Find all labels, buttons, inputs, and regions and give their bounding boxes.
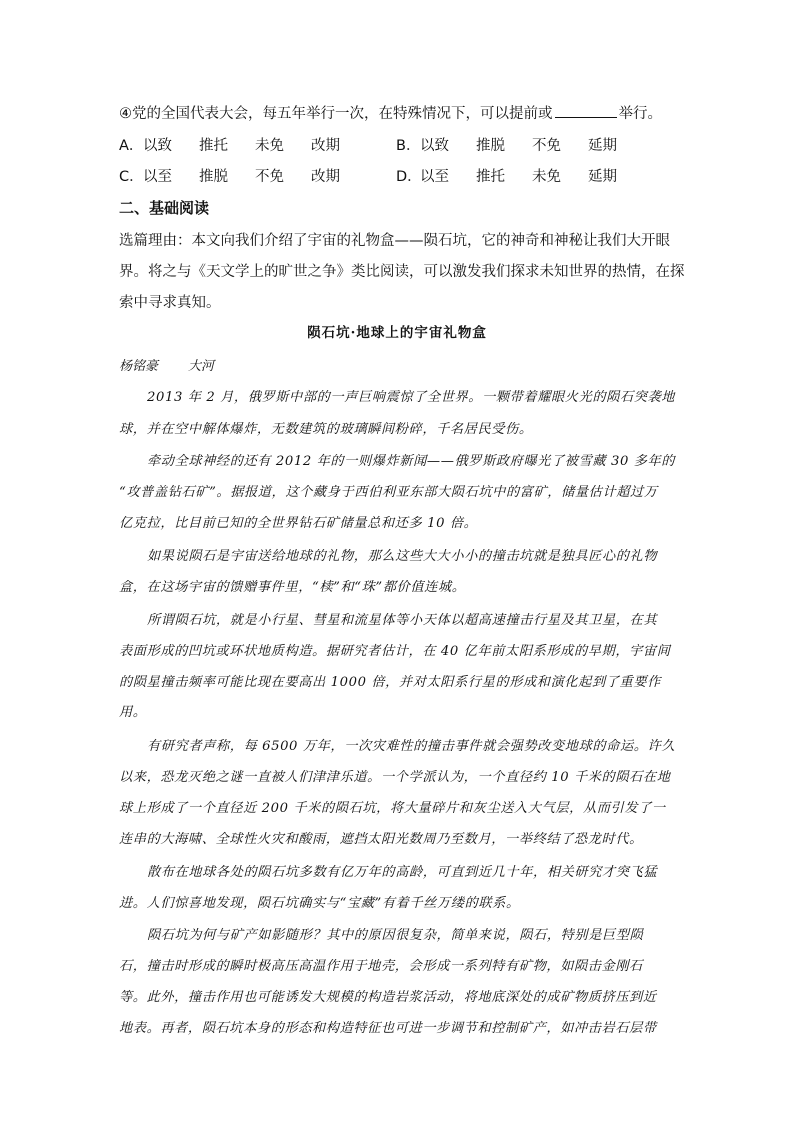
option-word: 推托: [476, 169, 505, 185]
option-word: 以至: [143, 169, 172, 185]
option-word: 改期: [311, 169, 340, 185]
article-line: 盒，在这场宇宙的馈赠事件里，“椟”和“珠”都价值连城。: [119, 580, 466, 595]
option-a: [119, 134, 367, 155]
option-word: 推脱: [199, 169, 228, 185]
article-line: 散布在地球各处的陨石坑多数有亿万年的高龄，可直到近几十年，相关研究才突飞猛: [147, 865, 658, 880]
intro-line: 界。将之与《天文学上的旷世之争》类比阅读，可以激发我们探求未知世界的热情，在探: [119, 264, 685, 280]
option-word: 推托: [199, 138, 228, 154]
article-line: 牵动全球神经的还有 2012 年的一则爆炸新闻——俄罗斯政府曝光了被雪藏 30 多年的: [147, 454, 676, 469]
article-line: 2013 年 2 月，俄罗斯中部的一声巨响震惊了全世界。一颗带着耀眼火光的陨石突袭地: [147, 390, 676, 405]
option-letter: A．: [119, 138, 144, 154]
article-line: “攻普盖钻石矿”。据报道，这个藏身于西伯利亚东部大陨石坑中的富矿，储量估计超过万: [119, 485, 658, 500]
option-word: 延期: [588, 169, 617, 185]
article-line: 等。此外，撞击作用也可能诱发大规模的构造岩浆活动，将地底深处的成矿物质挤压到近: [119, 990, 657, 1005]
option-word: 未免: [532, 169, 561, 185]
answer-blank: [555, 103, 617, 118]
article-title: 陨石坑·地球上的宇宙礼物盒: [307, 325, 487, 341]
article-line: 用。: [119, 705, 147, 720]
intro-line: 选篇理由：本文向我们介绍了宇宙的礼物盒——陨石坑，它的神奇和神秘让我们大开眼: [119, 233, 670, 249]
option-letter: C．: [119, 169, 144, 185]
option-d: [396, 165, 644, 186]
option-word: 未免: [255, 138, 284, 154]
section-heading: 二、基础阅读: [119, 199, 210, 217]
question-item-4-text: ④党的全国代表大会，每五年举行一次，在特殊情况下，可以提前或: [119, 106, 553, 122]
article-line: 石，撞击时形成的瞬时极高压高温作用于地壳，会形成一系列特有矿物，如陨击金刚石: [119, 959, 643, 974]
article-byline: [119, 355, 244, 374]
article-line: 地表。再者，陨石坑本身的形态和构造特征也可进一步调节和控制矿产，如冲击岩石层带: [119, 1021, 657, 1036]
article-line: 球，并在空中解体爆炸，无数建筑的玻璃瞬间粉碎，千名居民受伤。: [119, 422, 533, 437]
article-line: 以来，恐龙灭绝之谜一直被人们津津乐道。一个学派认为，一个直径约 10 千米的陨石在地: [119, 770, 671, 785]
option-word: 不免: [255, 169, 284, 185]
article-line: 的陨星撞击频率可能比现在要高出 1000 倍，并对太阳系行星的形成和演化起到了重要作: [119, 675, 661, 690]
article-line: 表面形成的凹坑或环状地质构造。据研究者估计，在 40 亿年前太阳系形成的早期，宇宙间: [119, 644, 671, 659]
article-line: 所谓陨石坑，就是小行星、彗星和流星体等小天体以超高速撞击行星及其卫星，在其: [147, 613, 658, 628]
article-line: 进。人们惊喜地发现，陨石坑确实与“宝藏”有着千丝万缕的联系。: [119, 896, 520, 911]
article-line: 连串的大海啸、全球性火灾和酸雨，遮挡太阳光数周乃至数月，一举终结了恐龙时代。: [119, 832, 643, 847]
option-letter: B．: [396, 138, 421, 154]
question-item-4: [119, 102, 662, 123]
option-c: [119, 165, 367, 186]
option-word: 以至: [420, 169, 449, 185]
option-letter: D．: [396, 169, 422, 185]
option-word: 改期: [311, 138, 340, 154]
option-word: 延期: [588, 138, 617, 154]
author-name: 杨铭豪: [119, 359, 159, 374]
intro-line: 索中寻求真知。: [119, 295, 221, 311]
article-line: 有研究者声称，每 6500 万年，一次灾难性的撞击事件就会强势改变地球的命运。许久: [147, 739, 676, 754]
question-item-4-tail: 举行。: [618, 106, 662, 122]
author-name: 大河: [188, 359, 215, 374]
article-line: 球上形成了一个直径近 200 千米的陨石坑，将大量碎片和灰尘送入大气层，从而引发了一: [119, 801, 666, 816]
option-word: 不免: [532, 138, 561, 154]
option-word: 以致: [420, 138, 449, 154]
article-line: 亿克拉，比目前已知的全世界钻石矿储量总和还多 10 倍。: [119, 516, 478, 531]
option-b: [396, 134, 644, 155]
option-word: 以致: [143, 138, 172, 154]
option-word: 推脱: [476, 138, 505, 154]
article-line: 如果说陨石是宇宙送给地球的礼物，那么这些大大小小的撞击坑就是独具匠心的礼物: [147, 549, 658, 564]
article-line: 陨石坑为何与矿产如影随形？其中的原因很复杂，简单来说，陨石，特别是巨型陨: [147, 928, 644, 943]
